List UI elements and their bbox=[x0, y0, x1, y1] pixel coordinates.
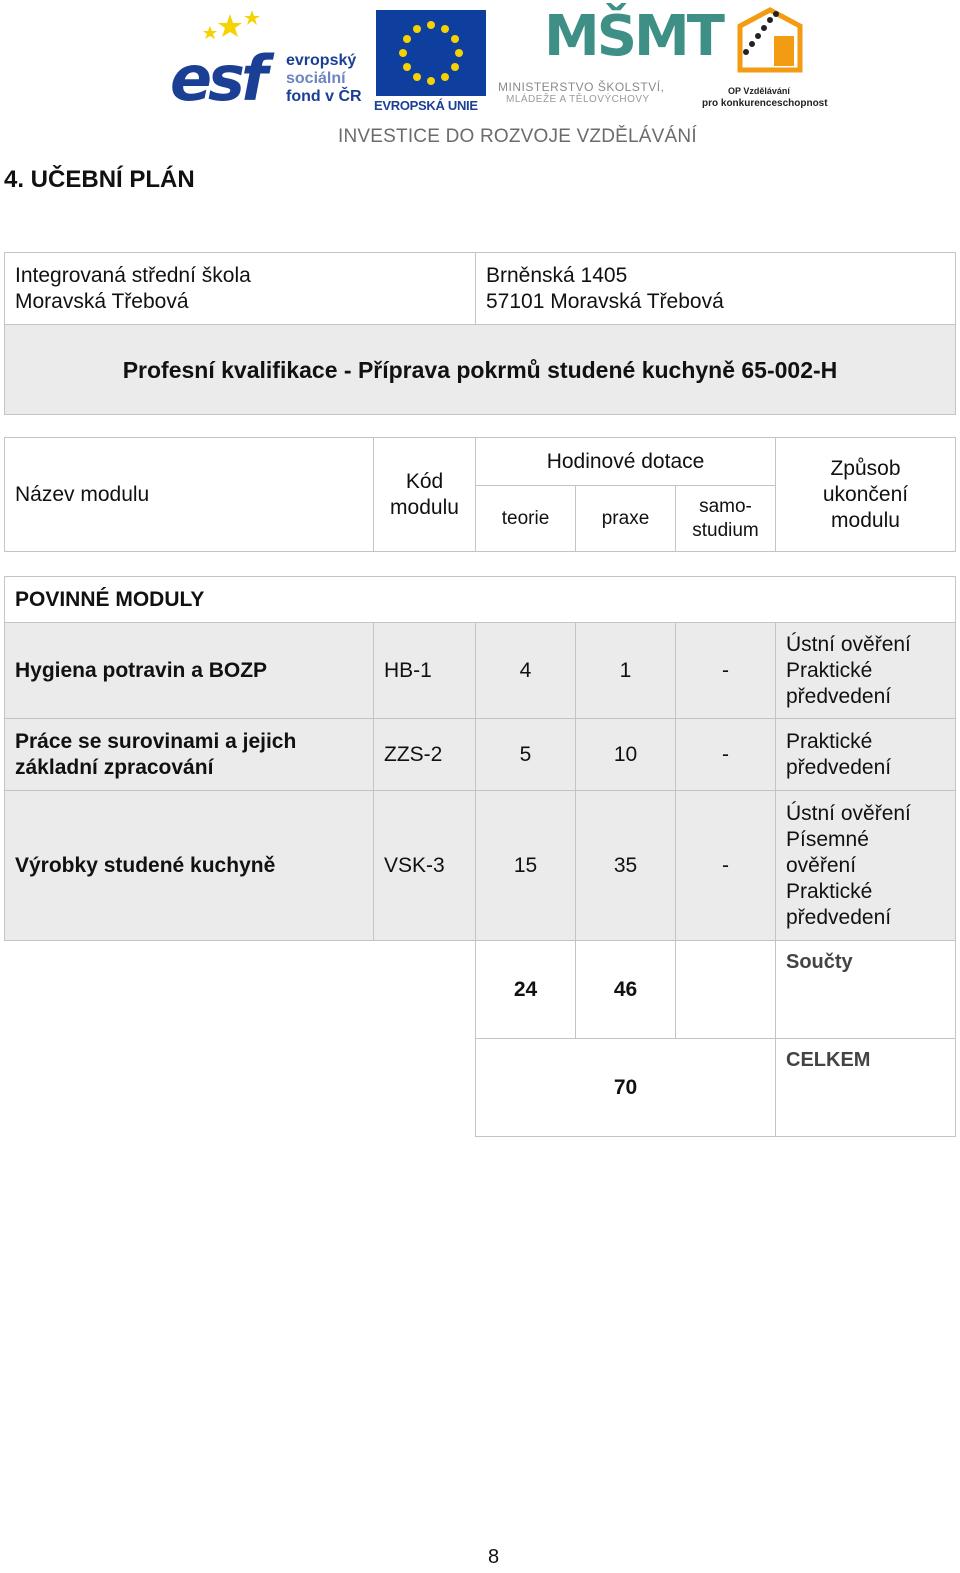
page-number: 8 bbox=[488, 1546, 500, 1568]
module-completion bbox=[776, 791, 956, 941]
completion-line: předvedení bbox=[786, 905, 892, 929]
module-name bbox=[5, 623, 374, 719]
module-completion bbox=[776, 623, 956, 719]
esf-text bbox=[286, 52, 362, 106]
completion-line: ověření bbox=[786, 853, 857, 877]
esf-logo bbox=[170, 8, 366, 115]
module-name-line-1: Hygiena potravin a BOZP bbox=[15, 658, 268, 682]
header-code bbox=[374, 438, 476, 552]
sums-row bbox=[5, 941, 956, 1039]
module-theory: 4 bbox=[476, 623, 576, 719]
total-self-study bbox=[676, 941, 776, 1039]
completion-line: Praktické bbox=[786, 658, 873, 682]
esf-mark: esf bbox=[170, 42, 264, 115]
module-name-line-1: Práce se surovinami a jejich bbox=[15, 729, 297, 753]
tagline: INVESTICE DO ROZVOJE VZDĚLÁVÁNÍ bbox=[338, 126, 697, 147]
msmt-line-2: MLÁDEŽE A TĚLOVÝCHOVY bbox=[506, 94, 650, 105]
empty-cell bbox=[5, 941, 374, 1039]
module-code: ZZS-2 bbox=[374, 719, 476, 791]
school-address-cell bbox=[476, 253, 956, 325]
total-practice: 46 bbox=[576, 941, 676, 1039]
module-theory: 15 bbox=[476, 791, 576, 941]
module-name bbox=[5, 791, 374, 941]
eu-label: EVROPSKÁ UNIE bbox=[374, 98, 478, 113]
header-code-line-2: modulu bbox=[390, 495, 459, 519]
esf-line-1: evropský bbox=[286, 52, 357, 69]
empty-cell bbox=[374, 1039, 476, 1137]
module-completion bbox=[776, 719, 956, 791]
module-name-line-2: základní zpracování bbox=[15, 755, 214, 779]
completion-line: předvedení bbox=[786, 684, 892, 708]
completion-line: Praktické bbox=[786, 729, 873, 753]
module-code: VSK-3 bbox=[374, 791, 476, 941]
header-module-name: Název modulu bbox=[5, 438, 374, 552]
completion-line: Písemné bbox=[786, 827, 869, 851]
completion-line: Ústní ověření bbox=[786, 632, 911, 656]
school-row bbox=[5, 253, 956, 325]
header-code-line-1: Kód bbox=[405, 469, 444, 493]
header-row-1 bbox=[5, 438, 956, 486]
header-self-line-2: studium bbox=[692, 519, 759, 541]
module-name-line-1: Výrobky studené kuchyně bbox=[15, 853, 276, 877]
page-heading: 4. UČEBNÍ PLÁN bbox=[4, 166, 195, 193]
header-completion bbox=[776, 438, 956, 552]
header-completion-line-2: ukončení bbox=[822, 482, 909, 506]
header-theory: teorie bbox=[476, 486, 576, 552]
empty-cell bbox=[5, 1039, 374, 1137]
op-line-2: pro konkurenceschopnost bbox=[702, 98, 828, 109]
header-self-line-1: samo- bbox=[699, 495, 752, 517]
module-theory: 5 bbox=[476, 719, 576, 791]
header-completion-line-1: Způsob bbox=[830, 456, 901, 480]
msmt-line-1: MINISTERSTVO ŠKOLSTVÍ, bbox=[498, 80, 665, 94]
grand-total-row bbox=[5, 1039, 956, 1137]
esf-line-2: sociální bbox=[286, 70, 346, 87]
module-name bbox=[5, 719, 374, 791]
section-label: POVINNÉ MODULY bbox=[5, 577, 956, 623]
total-label: CELKEM bbox=[776, 1039, 956, 1137]
msmt-logo bbox=[498, 4, 722, 114]
msmt-mark: MŠMT bbox=[544, 4, 722, 69]
table-row bbox=[5, 719, 956, 791]
eu-flag-icon bbox=[376, 10, 486, 96]
sums-label: Součty bbox=[776, 941, 956, 1039]
total-theory: 24 bbox=[476, 941, 576, 1039]
qualification-title: Profesní kvalifikace - Příprava pokrmů studené kuchyně 65-002-H bbox=[5, 325, 956, 415]
logo-banner bbox=[168, 4, 834, 152]
op-emblem-icon bbox=[730, 6, 810, 82]
module-practice: 1 bbox=[576, 623, 676, 719]
table-row bbox=[5, 623, 956, 719]
empty-cell bbox=[374, 941, 476, 1039]
qualification-row bbox=[5, 325, 956, 415]
school-table bbox=[4, 252, 956, 415]
eu-logo bbox=[374, 8, 492, 112]
school-name-line-1: Integrovaná střední škola bbox=[15, 263, 251, 287]
module-code: HB-1 bbox=[374, 623, 476, 719]
section-row bbox=[5, 577, 956, 623]
grand-total: 70 bbox=[476, 1039, 776, 1137]
completion-line: předvedení bbox=[786, 755, 892, 779]
completion-line: Praktické bbox=[786, 879, 873, 903]
module-practice: 10 bbox=[576, 719, 676, 791]
module-practice: 35 bbox=[576, 791, 676, 941]
header-completion-line-3: modulu bbox=[831, 508, 900, 532]
esf-line-3: fond v ČR bbox=[286, 88, 362, 105]
completion-line: Ústní ověření bbox=[786, 801, 911, 825]
header-hours: Hodinové dotace bbox=[476, 438, 776, 486]
module-self-study: - bbox=[676, 791, 776, 941]
module-self-study: - bbox=[676, 623, 776, 719]
header-self-study bbox=[676, 486, 776, 552]
school-address-line-2: 57101 Moravská Třebová bbox=[486, 289, 724, 313]
table-row bbox=[5, 791, 956, 941]
header-table bbox=[4, 437, 956, 552]
op-line-1: OP Vzdělávání bbox=[728, 86, 790, 96]
modules-table bbox=[4, 576, 956, 1137]
op-logo bbox=[698, 6, 832, 116]
school-name-cell bbox=[5, 253, 476, 325]
school-address-line-1: Brněnská 1405 bbox=[486, 263, 628, 287]
module-self-study: - bbox=[676, 719, 776, 791]
school-name-line-2: Moravská Třebová bbox=[15, 289, 189, 313]
header-practice: praxe bbox=[576, 486, 676, 552]
